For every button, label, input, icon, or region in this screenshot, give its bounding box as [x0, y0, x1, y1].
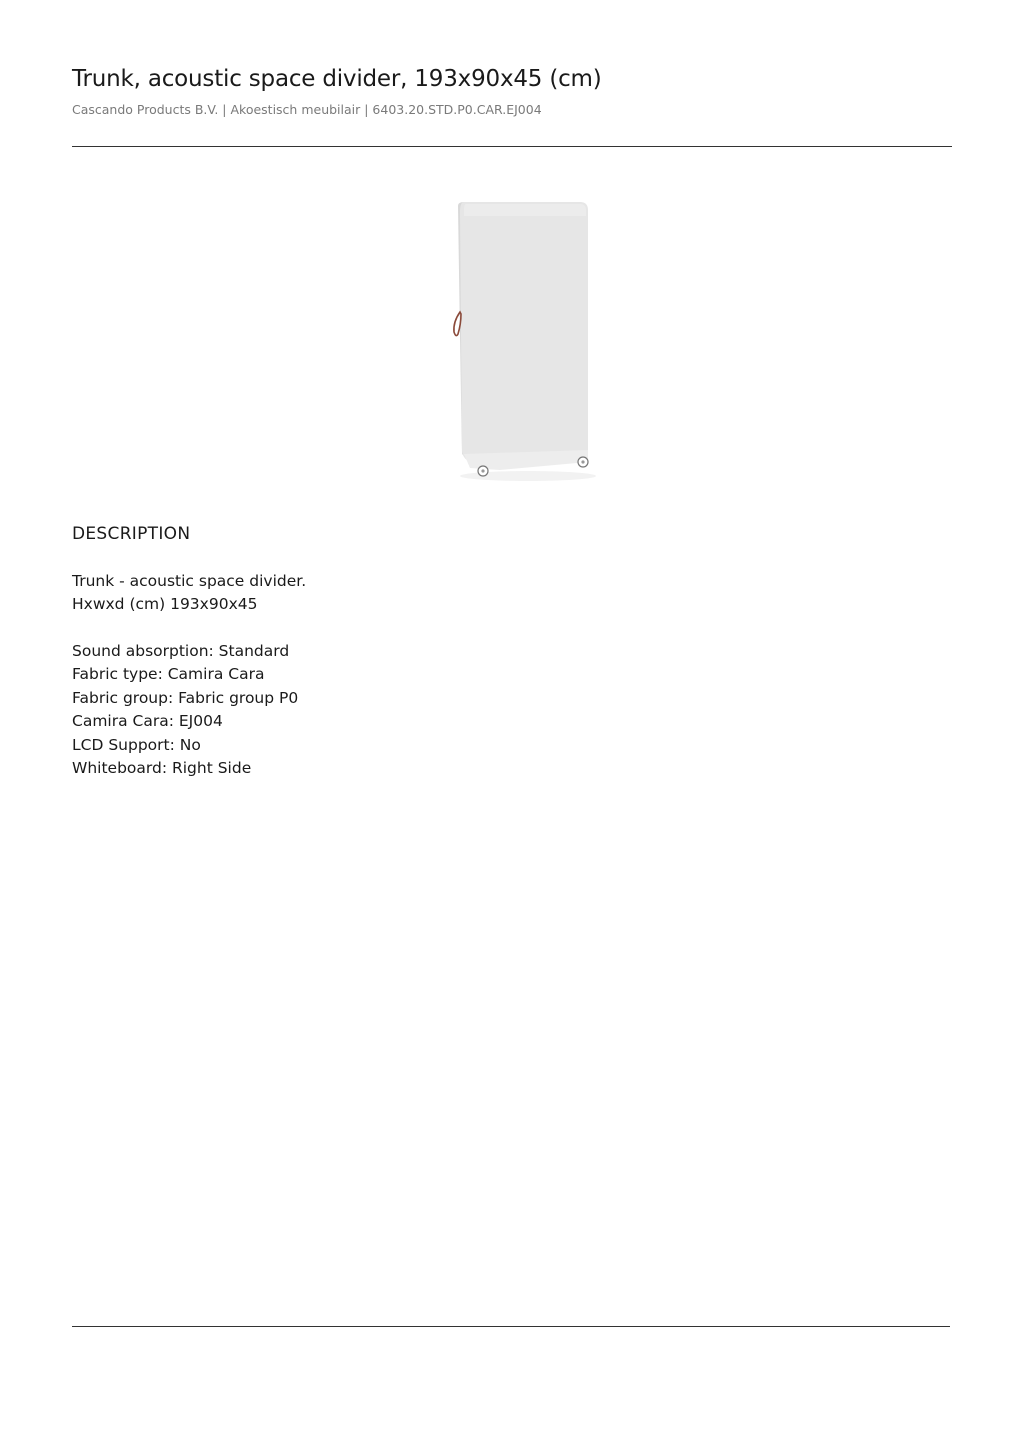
spec-line-fabric-group: Fabric group: Fabric group P0	[72, 688, 299, 707]
description-heading: DESCRIPTION	[72, 524, 191, 544]
intro-line: Hxwxd (cm) 193x90x45	[72, 595, 258, 614]
page-title: Trunk, acoustic space divider, 193x90x45 (cm)	[72, 66, 602, 92]
spec-line-lcd-support: LCD Support: No	[72, 735, 201, 754]
header-divider	[72, 146, 952, 147]
spec-line-whiteboard: Whiteboard: Right Side	[72, 759, 252, 778]
page-subtitle: Cascando Products B.V. | Akoestisch meubilair | 6403.20.STD.P0.CAR.EJ004	[72, 102, 542, 117]
intro-line: Trunk - acoustic space divider.	[72, 572, 307, 590]
description-intro	[72, 570, 306, 617]
spec-line-fabric-type: Fabric type: Camira Cara	[72, 665, 265, 684]
spec-line-camira-cara: Camira Cara: EJ004	[72, 712, 223, 731]
footer-divider	[72, 1326, 950, 1327]
spec-line-sound-absorption: Sound absorption: Standard	[72, 642, 290, 660]
spec-list	[72, 640, 298, 780]
product-image	[440, 192, 610, 492]
